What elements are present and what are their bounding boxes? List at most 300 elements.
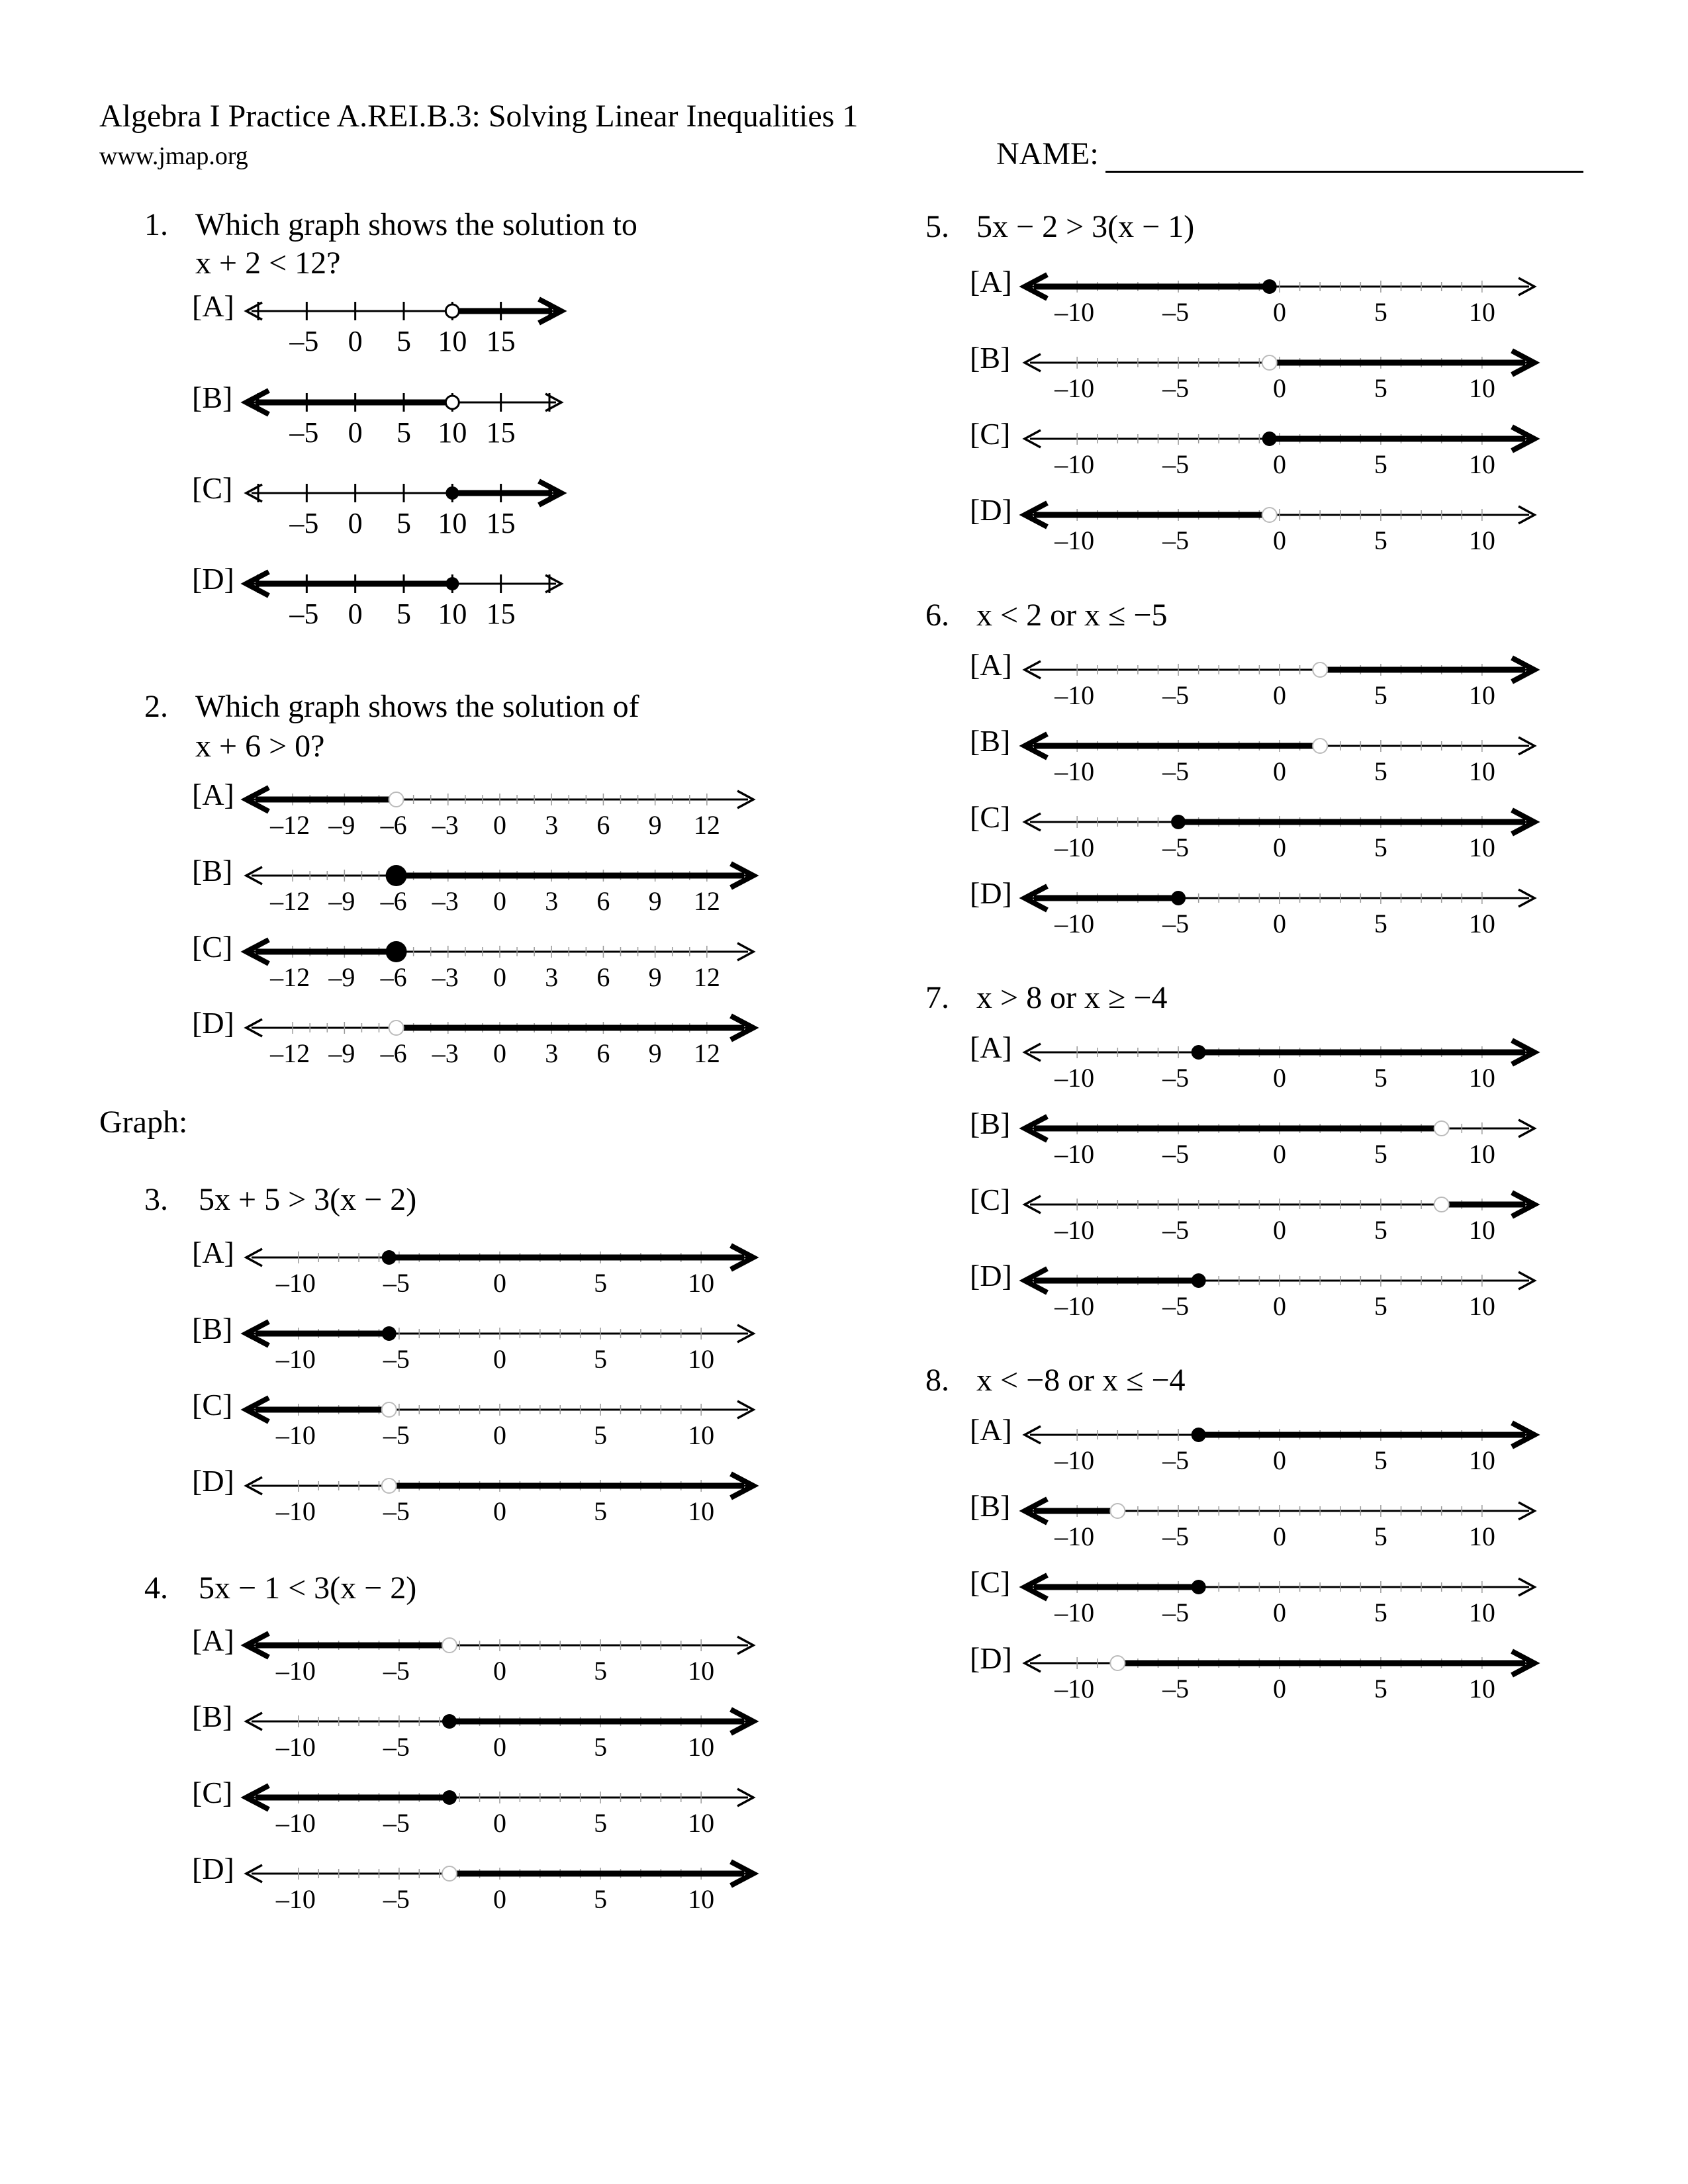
option-label[interactable]: [D] — [192, 1006, 234, 1040]
left-arrow-icon — [246, 484, 262, 502]
open-endpoint — [445, 304, 459, 318]
tick-label: –12 — [270, 886, 310, 916]
tick-label: –10 — [1055, 1139, 1095, 1169]
tick-label: 6 — [596, 962, 610, 992]
right-arrow-icon — [1519, 1502, 1534, 1520]
question-number: 2. — [144, 689, 168, 724]
right-arrow-icon — [1519, 506, 1534, 523]
left-arrow-icon — [246, 1249, 262, 1266]
tick-label: –10 — [1055, 680, 1095, 710]
tick-label: 9 — [648, 810, 662, 840]
option-label[interactable]: [C] — [970, 1183, 1011, 1216]
tick-label: 5 — [1374, 1291, 1387, 1321]
tick-label: –5 — [289, 507, 319, 539]
open-endpoint — [1434, 1121, 1449, 1136]
tick-label: –9 — [328, 810, 355, 840]
tick-label: 0 — [1273, 680, 1286, 710]
tick-label: –5 — [1162, 1139, 1190, 1169]
tick-label: –6 — [380, 886, 407, 916]
option-label[interactable]: [B] — [970, 1107, 1011, 1140]
closed-endpoint — [1192, 1273, 1206, 1288]
tick-label: 10 — [688, 1656, 715, 1686]
tick-label: 10 — [1468, 680, 1495, 710]
tick-label: 0 — [1273, 909, 1286, 938]
question-text: x < 2 or x ≤ −5 — [976, 598, 1168, 633]
tick-label: 5 — [594, 1420, 608, 1450]
tick-label: 5 — [1374, 297, 1387, 327]
tick-label: –5 — [1162, 1445, 1190, 1475]
tick-label: 0 — [1273, 1215, 1286, 1245]
left-arrow-icon — [1025, 430, 1041, 447]
tick-label: 10 — [438, 598, 467, 630]
option-label[interactable]: [A] — [970, 1413, 1012, 1447]
option-label[interactable]: [D] — [192, 1852, 234, 1886]
tick-label: –5 — [383, 1496, 410, 1526]
closed-endpoint — [445, 486, 459, 500]
tick-label: –5 — [1162, 297, 1190, 327]
tick-label: 0 — [1273, 297, 1286, 327]
right-arrow-icon — [731, 864, 753, 887]
tick-label: –5 — [1162, 1674, 1190, 1704]
tick-label: 0 — [348, 416, 363, 449]
closed-endpoint — [1192, 1428, 1206, 1442]
tick-label: –10 — [275, 1884, 316, 1914]
tick-label: 6 — [596, 1038, 610, 1068]
question-number: 6. — [925, 598, 949, 633]
closed-endpoint — [382, 1326, 397, 1341]
right-arrow-icon — [1512, 1423, 1534, 1447]
left-arrow-icon — [246, 572, 269, 596]
tick-label: –12 — [270, 962, 310, 992]
option-label[interactable]: [A] — [970, 1030, 1012, 1064]
question-number: 5. — [925, 209, 949, 244]
tick-label: 5 — [594, 1496, 608, 1526]
tick-label: –5 — [1162, 756, 1190, 786]
right-arrow-icon — [737, 943, 753, 960]
open-endpoint — [389, 1021, 404, 1035]
open-endpoint — [1110, 1504, 1125, 1518]
open-endpoint — [382, 1479, 397, 1493]
right-arrow-icon — [1512, 1193, 1534, 1216]
open-endpoint — [442, 1866, 457, 1881]
tick-label: 0 — [1273, 1598, 1286, 1627]
tick-label: 5 — [1374, 525, 1387, 555]
tick-label: 5 — [397, 416, 411, 449]
left-arrow-icon — [1025, 503, 1047, 527]
tick-label: –5 — [383, 1268, 410, 1298]
tick-label: –3 — [432, 886, 459, 916]
option-label[interactable]: [C] — [192, 471, 233, 505]
option-label[interactable]: [D] — [970, 493, 1012, 527]
left-arrow-icon — [1025, 886, 1047, 910]
closed-endpoint — [445, 577, 459, 590]
open-endpoint — [1110, 1656, 1125, 1670]
tick-label: 5 — [1374, 1215, 1387, 1245]
tick-label: –10 — [1055, 1291, 1095, 1321]
closed-endpoint — [1262, 432, 1277, 446]
option-label[interactable]: [D] — [192, 562, 234, 596]
closed-endpoint — [1171, 815, 1186, 829]
tick-label: 5 — [594, 1656, 608, 1686]
tick-label: 12 — [693, 1038, 720, 1068]
tick-label: 10 — [688, 1344, 715, 1374]
tick-label: –10 — [1055, 1215, 1095, 1245]
tick-label: 0 — [1273, 1522, 1286, 1551]
tick-label: –5 — [1162, 833, 1190, 862]
tick-label: 5 — [1374, 1063, 1387, 1093]
tick-label: –5 — [1162, 449, 1190, 479]
tick-label: –10 — [1055, 1445, 1095, 1475]
tick-label: 0 — [493, 1732, 506, 1762]
left-arrow-icon — [246, 1322, 269, 1345]
left-arrow-icon — [1025, 661, 1041, 678]
left-arrow-icon — [246, 1786, 269, 1809]
tick-label: 5 — [594, 1344, 608, 1374]
tick-label: 0 — [493, 1344, 506, 1374]
right-arrow-icon — [1519, 1272, 1534, 1289]
tick-label: 10 — [1468, 756, 1495, 786]
left-arrow-icon — [1025, 1655, 1041, 1672]
left-arrow-icon — [246, 788, 269, 811]
tick-label: 0 — [493, 886, 506, 916]
tick-label: 12 — [693, 886, 720, 916]
tick-label: 10 — [1468, 1139, 1495, 1169]
tick-label: –10 — [1055, 756, 1095, 786]
tick-label: 0 — [348, 507, 363, 539]
tick-label: 10 — [1468, 373, 1495, 403]
tick-label: 6 — [596, 886, 610, 916]
name-label: NAME: — [996, 136, 1099, 171]
question-text: x > 8 or x ≥ −4 — [976, 980, 1168, 1015]
right-arrow-icon — [1512, 810, 1534, 834]
option-label[interactable]: [A] — [192, 1236, 234, 1269]
tick-label: 0 — [1273, 449, 1286, 479]
tick-label: –10 — [1055, 909, 1095, 938]
tick-label: 10 — [1468, 1215, 1495, 1245]
left-arrow-icon — [246, 1019, 262, 1036]
left-arrow-icon — [1025, 354, 1041, 371]
tick-label: 5 — [1374, 373, 1387, 403]
option-label[interactable]: [D] — [970, 1259, 1012, 1293]
closed-endpoint — [442, 1714, 457, 1729]
tick-label: –10 — [275, 1732, 316, 1762]
question-text: Which graph shows the solution to — [195, 207, 637, 242]
tick-label: –12 — [270, 810, 310, 840]
tick-label: 10 — [1468, 909, 1495, 938]
tick-label: 0 — [1273, 373, 1286, 403]
tick-label: 5 — [1374, 833, 1387, 862]
tick-label: –10 — [275, 1656, 316, 1686]
tick-label: 0 — [1273, 833, 1286, 862]
open-endpoint — [1262, 355, 1277, 370]
right-arrow-icon — [1519, 737, 1534, 754]
tick-label: 10 — [1468, 1063, 1495, 1093]
option-label[interactable]: [A] — [970, 265, 1012, 298]
tick-label: –10 — [1055, 525, 1095, 555]
left-arrow-icon — [1025, 1499, 1047, 1523]
left-arrow-icon — [246, 1398, 269, 1422]
left-arrow-icon — [1025, 734, 1047, 758]
tick-label: 10 — [688, 1732, 715, 1762]
option-label[interactable]: [A] — [192, 1623, 234, 1657]
left-arrow-icon — [246, 1477, 262, 1494]
left-arrow-icon — [1025, 813, 1041, 831]
tick-label: 0 — [493, 962, 506, 992]
tick-label: –10 — [1055, 449, 1095, 479]
closed-endpoint — [386, 865, 407, 886]
tick-label: 10 — [1468, 1291, 1495, 1321]
tick-label: 10 — [1468, 833, 1495, 862]
tick-label: 0 — [493, 1496, 506, 1526]
tick-label: 10 — [688, 1420, 715, 1450]
option-label[interactable]: [A] — [192, 778, 234, 811]
tick-label: –9 — [328, 962, 355, 992]
question-inequality: x + 2 < 12? — [195, 246, 341, 281]
name-field-line[interactable] — [1105, 171, 1583, 173]
right-arrow-icon — [737, 791, 753, 808]
tick-label: –5 — [383, 1344, 410, 1374]
option-label[interactable]: [B] — [970, 724, 1011, 758]
tick-label: 5 — [397, 325, 411, 357]
tick-label: 0 — [493, 1884, 506, 1914]
left-arrow-icon — [246, 867, 262, 884]
tick-label: 10 — [438, 507, 467, 539]
tick-label: 0 — [493, 810, 506, 840]
right-arrow-icon — [1519, 1578, 1534, 1596]
tick-label: 0 — [1273, 1674, 1286, 1704]
tick-label: –6 — [380, 962, 407, 992]
option-label[interactable]: [C] — [970, 800, 1011, 834]
tick-label: –5 — [383, 1732, 410, 1762]
question-inequality: x + 6 > 0? — [195, 729, 325, 764]
tick-label: –5 — [1162, 1598, 1190, 1627]
right-arrow-icon — [1519, 278, 1534, 295]
question-number: 4. — [144, 1570, 168, 1606]
right-arrow-icon — [737, 1789, 753, 1806]
tick-label: 3 — [545, 810, 559, 840]
right-arrow-icon — [737, 1401, 753, 1418]
open-endpoint — [389, 792, 404, 807]
option-label[interactable]: [C] — [192, 1388, 233, 1422]
tick-label: –10 — [275, 1808, 316, 1838]
tick-label: –5 — [1162, 1063, 1190, 1093]
tick-label: 10 — [438, 416, 467, 449]
option-label[interactable]: [B] — [970, 1489, 1011, 1523]
right-arrow-icon — [731, 1862, 753, 1886]
option-label[interactable]: [A] — [970, 648, 1012, 682]
tick-label: –5 — [289, 416, 319, 449]
right-arrow-icon — [737, 1325, 753, 1342]
tick-label: 0 — [348, 325, 363, 357]
option-label[interactable]: [B] — [192, 381, 233, 414]
left-arrow-icon — [1025, 1196, 1041, 1213]
tick-label: 15 — [486, 598, 516, 630]
tick-label: 0 — [493, 1038, 506, 1068]
question-number: 8. — [925, 1363, 949, 1398]
right-arrow-icon — [539, 481, 561, 505]
closed-endpoint — [442, 1790, 457, 1805]
tick-label: 0 — [1273, 1445, 1286, 1475]
tick-label: –10 — [1055, 297, 1095, 327]
tick-label: 15 — [486, 325, 516, 357]
tick-label: –10 — [275, 1268, 316, 1298]
tick-label: 10 — [1468, 525, 1495, 555]
closed-endpoint — [1192, 1045, 1206, 1060]
question-text: 5x − 2 > 3(x − 1) — [976, 209, 1195, 244]
tick-label: –5 — [1162, 373, 1190, 403]
tick-label: –10 — [1055, 1674, 1095, 1704]
left-arrow-icon — [1025, 1426, 1041, 1443]
tick-label: 10 — [688, 1496, 715, 1526]
tick-label: 0 — [1273, 1291, 1286, 1321]
tick-label: –5 — [383, 1884, 410, 1914]
tick-label: –3 — [432, 1038, 459, 1068]
open-endpoint — [445, 396, 459, 409]
tick-label: 0 — [493, 1656, 506, 1686]
option-label[interactable]: [B] — [192, 1700, 233, 1733]
tick-label: –10 — [1055, 833, 1095, 862]
tick-label: –10 — [1055, 1063, 1095, 1093]
left-arrow-icon — [246, 390, 269, 414]
tick-label: –10 — [1055, 373, 1095, 403]
tick-label: 10 — [688, 1808, 715, 1838]
right-arrow-icon — [731, 1474, 753, 1498]
open-endpoint — [1313, 739, 1327, 753]
open-endpoint — [1313, 662, 1327, 677]
tick-label: –5 — [1162, 525, 1190, 555]
right-arrow-icon — [737, 1637, 753, 1654]
closed-endpoint — [1262, 279, 1277, 294]
tick-label: –12 — [270, 1038, 310, 1068]
tick-label: 5 — [397, 507, 411, 539]
tick-label: 3 — [545, 886, 559, 916]
tick-label: –5 — [289, 325, 319, 357]
tick-label: 3 — [545, 962, 559, 992]
option-label[interactable]: [C] — [970, 417, 1011, 451]
left-arrow-icon — [1025, 1044, 1041, 1061]
right-arrow-icon — [539, 299, 561, 323]
page-title: Algebra I Practice A.REI.B.3: Solving Linear Inequalities 1 — [99, 99, 859, 134]
tick-label: –10 — [275, 1344, 316, 1374]
open-endpoint — [442, 1638, 457, 1653]
tick-label: –3 — [432, 962, 459, 992]
option-label[interactable]: [C] — [192, 930, 233, 964]
right-arrow-icon — [545, 575, 561, 592]
right-arrow-icon — [1512, 1651, 1534, 1675]
tick-label: 12 — [693, 810, 720, 840]
closed-endpoint — [382, 1250, 397, 1265]
tick-label: 0 — [493, 1808, 506, 1838]
left-arrow-icon — [1025, 1575, 1047, 1599]
tick-label: –5 — [1162, 1522, 1190, 1551]
tick-label: –5 — [383, 1808, 410, 1838]
tick-label: 10 — [1468, 1598, 1495, 1627]
tick-label: 9 — [648, 1038, 662, 1068]
tick-label: 0 — [1273, 756, 1286, 786]
tick-label: 5 — [594, 1732, 608, 1762]
tick-label: –5 — [383, 1656, 410, 1686]
tick-label: –5 — [1162, 1215, 1190, 1245]
option-label[interactable]: [B] — [192, 1312, 233, 1345]
tick-label: 5 — [1374, 756, 1387, 786]
tick-label: 5 — [1374, 1522, 1387, 1551]
tick-label: 15 — [486, 507, 516, 539]
right-arrow-icon — [731, 1016, 753, 1040]
tick-label: –10 — [275, 1496, 316, 1526]
option-label[interactable]: [D] — [970, 1641, 1012, 1675]
question-text: Which graph shows the solution of — [195, 689, 639, 724]
question-text: 5x − 1 < 3(x − 2) — [199, 1570, 417, 1606]
tick-label: 10 — [688, 1268, 715, 1298]
right-arrow-icon — [1512, 351, 1534, 375]
tick-label: 0 — [493, 1268, 506, 1298]
left-arrow-icon — [246, 302, 262, 320]
tick-label: –10 — [275, 1420, 316, 1450]
site-url: www.jmap.org — [99, 142, 248, 170]
tick-label: –6 — [380, 810, 407, 840]
left-arrow-icon — [246, 1713, 262, 1730]
right-arrow-icon — [731, 1246, 753, 1269]
question-text: x < −8 or x ≤ −4 — [976, 1363, 1186, 1398]
tick-label: 10 — [1468, 449, 1495, 479]
tick-label: –5 — [289, 598, 319, 630]
option-label[interactable]: [A] — [192, 289, 234, 323]
tick-label: –5 — [383, 1420, 410, 1450]
tick-label: 9 — [648, 962, 662, 992]
right-arrow-icon — [1519, 889, 1534, 907]
right-arrow-icon — [1512, 1040, 1534, 1064]
tick-label: –10 — [1055, 1522, 1095, 1551]
tick-label: –5 — [1162, 909, 1190, 938]
tick-label: 0 — [493, 1420, 506, 1450]
tick-label: –10 — [1055, 1598, 1095, 1627]
tick-label: 10 — [688, 1884, 715, 1914]
tick-label: –3 — [432, 810, 459, 840]
option-label[interactable]: [C] — [970, 1565, 1011, 1599]
tick-label: –6 — [380, 1038, 407, 1068]
option-label[interactable]: [B] — [192, 854, 233, 887]
right-arrow-icon — [731, 1709, 753, 1733]
right-arrow-icon — [1519, 1120, 1534, 1137]
tick-label: 10 — [1468, 1674, 1495, 1704]
tick-label: 0 — [348, 598, 363, 630]
tick-label: 5 — [1374, 449, 1387, 479]
left-arrow-icon — [246, 940, 269, 964]
question-text: 5x + 5 > 3(x − 2) — [199, 1182, 417, 1217]
option-label[interactable]: [C] — [192, 1776, 233, 1809]
option-label[interactable]: [D] — [192, 1464, 234, 1498]
tick-label: 10 — [1468, 297, 1495, 327]
question-number: 3. — [144, 1182, 168, 1217]
tick-label: 0 — [1273, 1139, 1286, 1169]
tick-label: –9 — [328, 1038, 355, 1068]
open-endpoint — [382, 1402, 397, 1417]
tick-label: 12 — [693, 962, 720, 992]
right-arrow-icon — [1512, 427, 1534, 451]
left-arrow-icon — [246, 1633, 269, 1657]
tick-label: –5 — [1162, 680, 1190, 710]
tick-label: 5 — [594, 1808, 608, 1838]
tick-label: 0 — [1273, 1063, 1286, 1093]
left-arrow-icon — [1025, 275, 1047, 298]
right-arrow-icon — [1512, 658, 1534, 682]
tick-label: 5 — [1374, 1445, 1387, 1475]
tick-label: 5 — [1374, 1674, 1387, 1704]
option-label[interactable]: [D] — [970, 876, 1012, 910]
tick-label: 5 — [594, 1884, 608, 1914]
tick-label: 9 — [648, 886, 662, 916]
option-label[interactable]: [B] — [970, 341, 1011, 375]
